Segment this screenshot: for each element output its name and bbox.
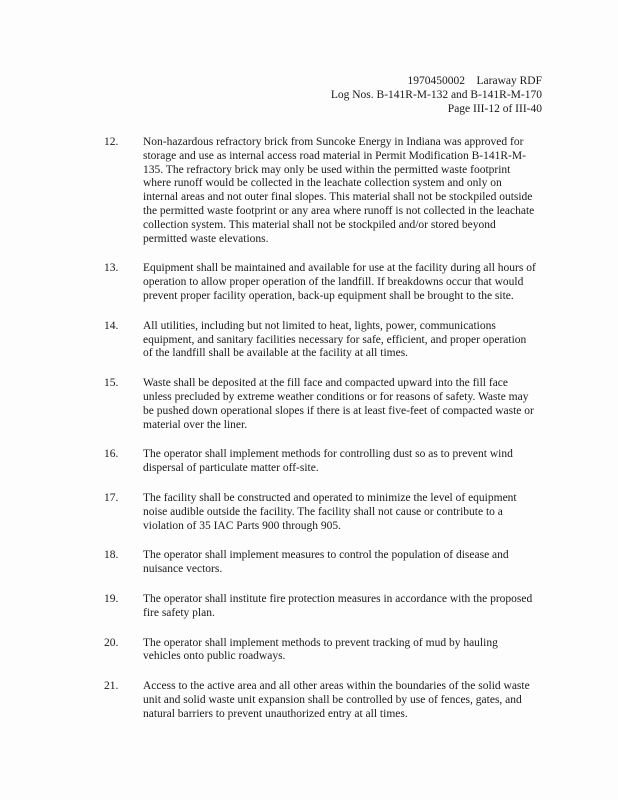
condition-item — [104, 136, 536, 246]
condition-item — [104, 680, 536, 721]
condition-text: The operator shall implement measures to control the population of disease and nuisance vectors. — [143, 549, 509, 576]
header-page-number: Page III-12 of III-40 — [447, 103, 542, 115]
condition-number: 16. — [104, 448, 119, 461]
condition-text: The operator shall implement methods for controlling dust so as to prevent wind dispersal of particulate matter off-site. — [143, 448, 513, 475]
condition-text: The operator shall implement methods to prevent tracking of mud by hauling vehicles onto public roadways. — [143, 636, 498, 663]
condition-item — [104, 262, 536, 303]
condition-item — [104, 549, 536, 577]
condition-text: Access to the active area and all other areas within the boundaries of the solid waste unit and solid waste unit expansion shall be controlled by use of fences, gates, and natural barriers to prevent unauthorized entry at all times. — [143, 680, 530, 720]
condition-text: The operator shall institute fire protection measures in accordance with the proposed fire safety plan. — [143, 592, 533, 619]
header-facility-id: 1970450002 Laraway RDF — [407, 75, 542, 87]
condition-number: 20. — [104, 636, 119, 649]
condition-number: 15. — [104, 377, 119, 390]
condition-number: 14. — [104, 319, 119, 332]
condition-item — [104, 637, 536, 665]
condition-text: Waste shall be deposited at the fill face and compacted upward into the fill face unless precluded by extreme weather conditions or for reasons of safety. Waste may be pushed down operational slopes if there is at least five-feet of compacted waste or material over the liner. — [143, 377, 534, 431]
condition-number: 13. — [104, 262, 119, 275]
condition-number: 17. — [104, 491, 119, 504]
condition-number: 21. — [104, 680, 119, 693]
condition-text: Equipment shall be maintained and available for use at the facility during all hours of operation to allow proper operation of the landfill. If breakdowns occur that would prevent proper facility operation, back-up equipment shall be brought to the site. — [143, 262, 536, 302]
condition-text: All utilities, including but not limited to heat, lights, power, communications equipment, and sanitary facilities necessary for safe, efficient, and proper operation of the landfill shall be available at the facility at all times. — [143, 319, 527, 360]
conditions-list — [104, 136, 536, 722]
page-header — [331, 74, 542, 116]
condition-item — [104, 593, 536, 621]
condition-item — [104, 448, 536, 476]
condition-text: Non-hazardous refractory brick from Suncoke Energy in Indiana was approved for storage and use as internal access road material in Permit Modification B-141R-M-135. The refractory brick may only be used within the permitted waste footprint where runoff would be collected in the leachate collection system and only on internal areas and not outer final slopes. This material shall not be stockpiled outside the permitted waste footprint or any area where runoff is not collected in the leachate collection system. This material shall not be stockpiled and/or stored beyond permitted waste elevations. — [143, 136, 535, 245]
condition-item — [104, 320, 536, 361]
condition-number: 12. — [104, 136, 119, 148]
condition-number: 18. — [104, 549, 119, 562]
condition-item — [104, 492, 536, 533]
header-log-numbers: Log Nos. B-141R-M-132 and B-141R-M-170 — [330, 89, 542, 101]
condition-item — [104, 377, 536, 432]
condition-number: 19. — [104, 592, 119, 605]
condition-text: The facility shall be constructed and operated to minimize the level of equipment noise audible outside the facility. The facility shall not cause or contribute to a violation of 35 IAC Parts 900 through 905. — [143, 491, 517, 532]
